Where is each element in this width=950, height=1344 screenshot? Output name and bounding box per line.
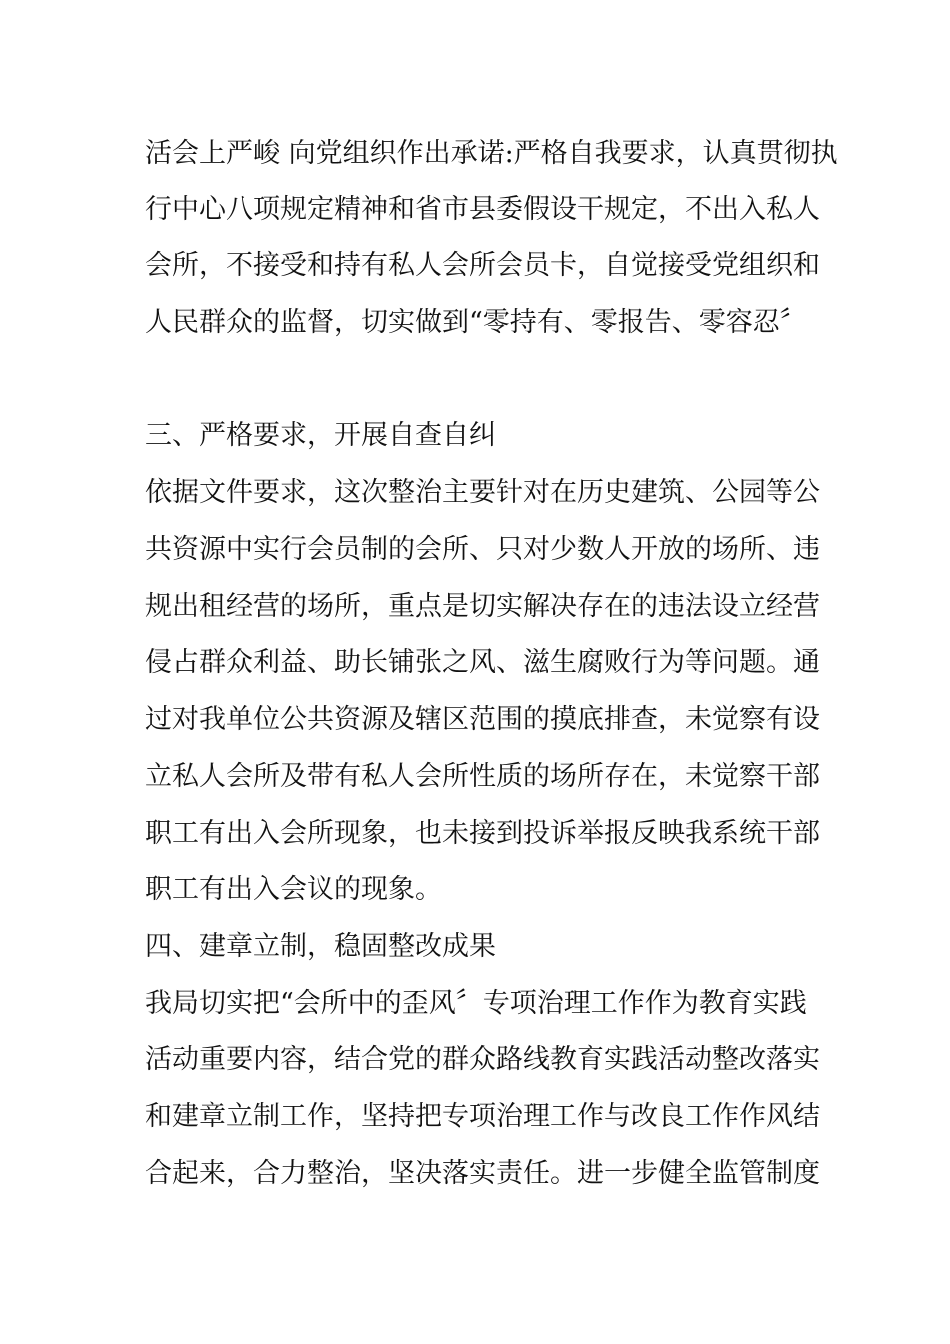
text-line: 行中心八项规定精神和省市县委假设干规定，不出入私人 [145,194,820,225]
text-line: 活会上严峻 向党组织作出承诺:严格自我要求，认真贯彻执 [145,138,838,169]
text-line: 过对我单位公共资源及辖区范围的摸底排查，未觉察有设 [145,704,820,735]
text-line: 侵占群众利益、助长铺张之风、滋生腐败行为等问题。通 [145,647,820,678]
text-line: 职工有出入会所现象，也未接到投诉举报反映我系统干部 [145,818,820,849]
text-line: 我局切实把“会所中的歪风〞专项治理工作作为教育实践 [145,988,807,1019]
text-line: 职工有出入会议的现象。 [145,874,442,905]
text-line: 活动重要内容，结合党的群众路线教育实践活动整改落实 [145,1044,820,1075]
section-heading: 三、严格要求，开展自查自纠 [145,420,496,451]
text-line: 立私人会所及带有私人会所性质的场所存在，未觉察干部 [145,761,820,792]
section-heading: 四、建章立制，稳固整改成果 [145,931,496,962]
text-line: 规出租经营的场所，重点是切实解决存在的违法设立经营 [145,591,820,622]
text-line: 会所，不接受和持有私人会所会员卡，自觉接受党组织和 [145,250,820,281]
text-line: 依据文件要求，这次整治主要针对在历史建筑、公园等公 [145,477,820,508]
text-line: 共资源中实行会员制的会所、只对少数人开放的场所、违 [145,534,820,565]
text-line: 合起来，合力整治，坚决落实责任。进一步健全监管制度 [145,1158,820,1189]
text-line: 人民群众的监督，切实做到“零持有、零报告、零容忍〞 [145,307,807,338]
text-line: 和建章立制工作，坚持把专项治理工作与改良工作作风结 [145,1101,820,1132]
